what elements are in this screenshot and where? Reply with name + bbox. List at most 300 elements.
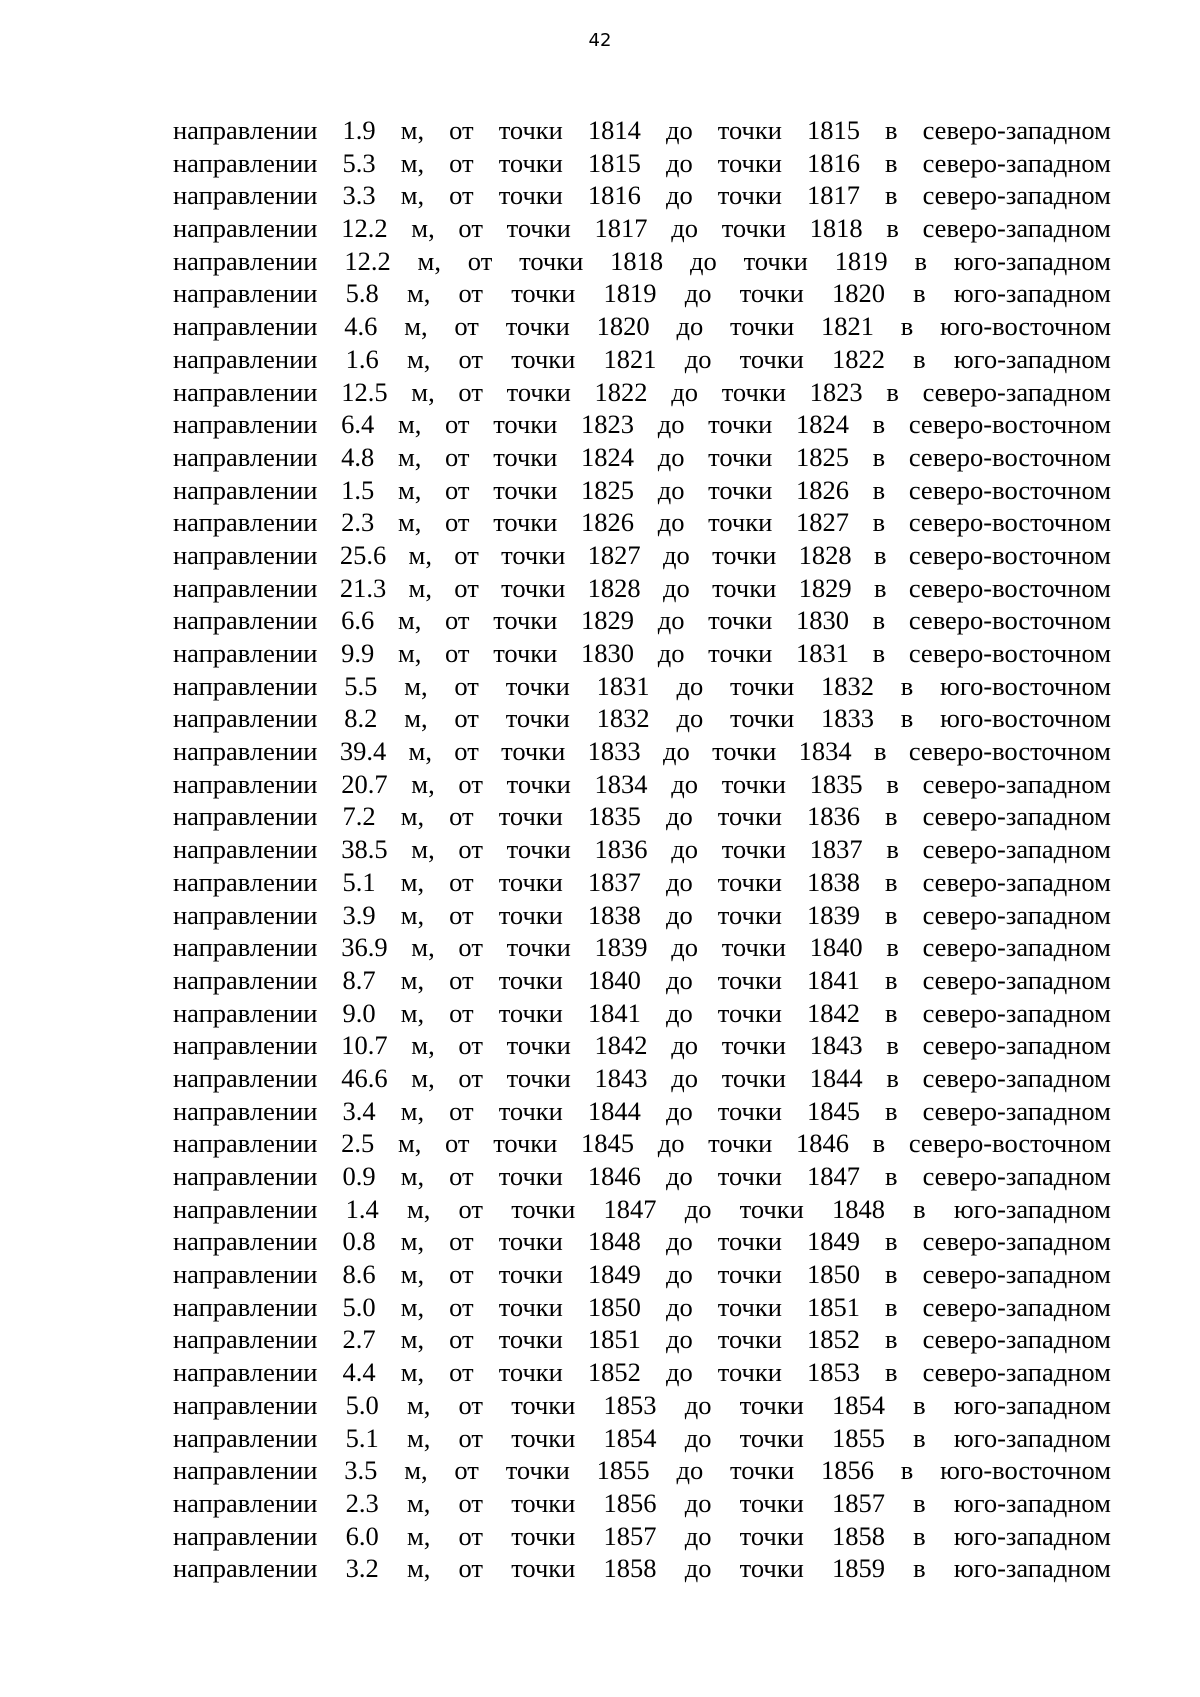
- word: м,: [397, 605, 422, 636]
- word: в: [885, 1095, 898, 1126]
- text-line: [173, 1520, 1111, 1553]
- word: до: [665, 866, 693, 897]
- word: 1851: [806, 1291, 860, 1322]
- word: 1828: [798, 539, 852, 570]
- word: 1832: [820, 670, 874, 701]
- text-line: [173, 1160, 1111, 1193]
- word: до: [665, 180, 693, 211]
- word: до: [684, 1487, 712, 1518]
- word: юго-западном: [953, 1422, 1111, 1453]
- word: северо-западном: [922, 834, 1111, 865]
- word: 6.6: [341, 605, 375, 636]
- word: в: [886, 834, 899, 865]
- word: направлении: [173, 115, 318, 145]
- word: в: [885, 801, 898, 832]
- word: 7.2: [342, 801, 376, 832]
- word: точки: [739, 1389, 804, 1420]
- word: 5.8: [345, 278, 379, 309]
- text-line: [173, 637, 1111, 670]
- word: до: [663, 736, 690, 767]
- word: м,: [417, 245, 441, 276]
- word: 1848: [587, 1226, 641, 1257]
- word: направлении: [173, 311, 318, 342]
- word: до: [676, 1455, 704, 1486]
- word: точки: [739, 1193, 804, 1224]
- word: до: [671, 768, 698, 799]
- word: 1.5: [341, 474, 375, 505]
- text-line: [173, 1487, 1111, 1520]
- word: в: [885, 899, 898, 930]
- word: м,: [400, 1324, 425, 1355]
- word: направлении: [173, 1193, 318, 1224]
- word: от: [454, 1455, 479, 1486]
- word: точки: [498, 147, 563, 178]
- word: точки: [501, 736, 566, 767]
- word: северо-западном: [922, 899, 1111, 930]
- word: 1857: [603, 1520, 657, 1551]
- word: северо-западном: [922, 1161, 1111, 1191]
- word: от: [458, 1030, 483, 1061]
- word: от: [445, 507, 470, 538]
- word: точки: [493, 441, 558, 472]
- word: 1822: [594, 376, 648, 407]
- word: до: [657, 638, 685, 668]
- word: точки: [511, 343, 576, 374]
- word: м,: [397, 441, 422, 472]
- word: точки: [498, 899, 563, 930]
- text-line: [173, 997, 1111, 1030]
- word: 3.4: [342, 1095, 376, 1126]
- word: 4.8: [341, 441, 375, 472]
- word: в: [885, 1291, 898, 1322]
- word: точки: [708, 638, 773, 668]
- word: от: [458, 278, 484, 309]
- word: направлении: [173, 1487, 318, 1518]
- word: направлении: [173, 1226, 318, 1257]
- word: до: [671, 213, 698, 244]
- word: в: [885, 1324, 898, 1355]
- word: м,: [400, 115, 425, 145]
- word: от: [458, 1193, 484, 1224]
- text-line: [173, 212, 1111, 245]
- word: северо-западном: [922, 1259, 1111, 1290]
- text-line: [173, 833, 1111, 866]
- word: м,: [400, 1161, 425, 1191]
- word: м,: [408, 539, 432, 570]
- word: направлении: [173, 1259, 318, 1290]
- word: точки: [717, 180, 782, 211]
- word: в: [885, 115, 898, 145]
- word: от: [458, 834, 483, 865]
- word: 5.5: [344, 670, 378, 701]
- word: точки: [506, 213, 571, 244]
- word: от: [449, 997, 474, 1028]
- word: юго-западном: [953, 1193, 1111, 1224]
- word: до: [657, 409, 685, 440]
- word: направлении: [173, 1128, 318, 1159]
- word: от: [458, 768, 483, 799]
- word: 1835: [587, 801, 641, 832]
- word: 1859: [831, 1553, 885, 1584]
- word: до: [684, 1520, 712, 1551]
- word: точки: [511, 1553, 576, 1584]
- word: м,: [411, 376, 435, 407]
- word: 1858: [831, 1520, 885, 1551]
- word: точки: [712, 572, 777, 603]
- word: в: [913, 343, 926, 374]
- word: 21.3: [339, 572, 387, 603]
- word: точки: [506, 834, 571, 865]
- word: точки: [739, 1553, 804, 1584]
- word: м,: [400, 997, 425, 1028]
- text-line: [173, 1552, 1111, 1585]
- word: точки: [717, 115, 782, 145]
- word: 1846: [587, 1161, 641, 1191]
- word: северо-западном: [922, 180, 1111, 211]
- word: 9.9: [341, 638, 375, 668]
- word: направлении: [173, 605, 318, 636]
- word: направлении: [173, 572, 318, 603]
- text-line: [173, 277, 1111, 310]
- word: до: [657, 474, 685, 505]
- word: м,: [411, 834, 435, 865]
- text-line: [173, 376, 1111, 409]
- word: 1838: [587, 899, 641, 930]
- word: 1824: [795, 409, 849, 440]
- word: точки: [519, 245, 584, 276]
- word: 1854: [603, 1422, 657, 1453]
- word: 12.2: [344, 245, 391, 276]
- word: от: [458, 376, 483, 407]
- word: точки: [498, 180, 563, 211]
- word: 5.1: [345, 1422, 379, 1453]
- word: 1823: [809, 376, 863, 407]
- text-line: [173, 572, 1111, 605]
- word: от: [458, 1520, 484, 1551]
- word: точки: [498, 1095, 563, 1126]
- word: направлении: [173, 278, 318, 309]
- word: в: [885, 1226, 898, 1257]
- word: м,: [397, 638, 422, 668]
- word: м,: [406, 1553, 431, 1584]
- word: в: [885, 180, 898, 211]
- page-number: 42: [588, 30, 612, 51]
- word: северо-восточном: [908, 736, 1111, 767]
- word: точки: [493, 1128, 558, 1159]
- word: 46.6: [341, 1062, 388, 1093]
- word: 1829: [581, 605, 635, 636]
- word: точки: [717, 1324, 782, 1355]
- word: северо-западном: [922, 801, 1111, 832]
- word: 2.7: [342, 1324, 376, 1355]
- word: направлении: [173, 638, 318, 668]
- word: 1816: [587, 180, 641, 211]
- word: в: [886, 768, 899, 799]
- word: направлении: [173, 932, 318, 963]
- word: точки: [505, 1455, 570, 1486]
- word: точки: [493, 409, 558, 440]
- word: 1830: [581, 638, 635, 668]
- word: точки: [498, 997, 563, 1028]
- word: направлении: [173, 539, 318, 570]
- text-line: [173, 147, 1111, 180]
- word: до: [657, 1128, 685, 1159]
- word: до: [657, 507, 685, 538]
- word: северо-западном: [922, 1030, 1111, 1061]
- word: северо-западном: [922, 1062, 1111, 1093]
- word: точки: [708, 409, 773, 440]
- text-line: [173, 931, 1111, 964]
- word: направлении: [173, 343, 318, 374]
- word: м,: [400, 964, 425, 995]
- word: направлении: [173, 507, 318, 538]
- word: 1845: [806, 1095, 860, 1126]
- word: от: [449, 1259, 474, 1290]
- word: точки: [493, 507, 558, 538]
- word: 2.3: [345, 1487, 379, 1518]
- word: юго-западном: [953, 278, 1111, 309]
- word: до: [684, 1389, 712, 1420]
- word: северо-восточном: [908, 507, 1111, 538]
- word: северо-западном: [922, 1291, 1111, 1322]
- word: 0.8: [342, 1226, 376, 1257]
- word: 1835: [809, 768, 863, 799]
- word: 1815: [587, 147, 641, 178]
- word: в: [873, 736, 887, 767]
- word: от: [458, 1422, 484, 1453]
- word: 1817: [594, 213, 648, 244]
- word: м,: [406, 1389, 431, 1420]
- word: м,: [411, 932, 435, 963]
- word: м,: [404, 311, 428, 342]
- word: 1819: [834, 245, 888, 276]
- word: 1839: [806, 899, 860, 930]
- word: юго-западном: [953, 1553, 1111, 1584]
- word: точки: [739, 1520, 804, 1551]
- word: точки: [498, 115, 563, 145]
- text-line: [173, 702, 1111, 735]
- word: юго-западном: [953, 1520, 1111, 1551]
- word: точки: [721, 932, 786, 963]
- word: направлении: [173, 899, 318, 930]
- word: направлении: [173, 866, 318, 897]
- word: 4.4: [342, 1357, 376, 1388]
- word: направлении: [173, 1030, 318, 1061]
- word: от: [458, 1487, 484, 1518]
- word: направлении: [173, 409, 318, 440]
- word: точки: [498, 801, 563, 832]
- word: точки: [739, 278, 804, 309]
- word: точки: [739, 1422, 804, 1453]
- word: от: [458, 1389, 484, 1420]
- word: точки: [717, 147, 782, 178]
- word: от: [454, 572, 479, 603]
- word: точки: [498, 866, 563, 897]
- word: от: [445, 409, 470, 440]
- word: 1840: [809, 932, 863, 963]
- word: в: [900, 311, 914, 342]
- text-line: [173, 539, 1111, 572]
- word: в: [913, 1422, 926, 1453]
- word: направлении: [173, 670, 318, 701]
- word: 1852: [587, 1357, 641, 1388]
- word: северо-западном: [922, 932, 1111, 963]
- word: точки: [498, 1291, 563, 1322]
- text-line: [173, 343, 1111, 376]
- word: северо-западном: [922, 997, 1111, 1028]
- word: 1831: [795, 638, 849, 668]
- word: м,: [406, 1193, 431, 1224]
- word: в: [886, 376, 899, 407]
- text-line: [173, 1422, 1111, 1455]
- word: направлении: [173, 1357, 318, 1388]
- word: от: [458, 1062, 483, 1093]
- word: северо-западном: [922, 1324, 1111, 1355]
- word: 1.6: [345, 343, 379, 374]
- word: до: [665, 964, 693, 995]
- word: 3.5: [344, 1455, 378, 1486]
- text-line: [173, 114, 1111, 147]
- word: точки: [712, 539, 777, 570]
- word: северо-западном: [922, 866, 1111, 897]
- word: 1834: [594, 768, 648, 799]
- word: до: [671, 1030, 698, 1061]
- word: м,: [397, 409, 422, 440]
- word: 1830: [795, 605, 849, 636]
- text-line: [173, 866, 1111, 899]
- word: северо-восточном: [908, 474, 1111, 505]
- document-body: [173, 114, 1111, 1585]
- word: 8.6: [342, 1259, 376, 1290]
- word: 1826: [581, 507, 635, 538]
- word: направлении: [173, 245, 318, 276]
- word: до: [663, 572, 690, 603]
- word: 1827: [587, 539, 641, 570]
- word: направлении: [173, 834, 318, 865]
- word: в: [872, 638, 886, 668]
- word: от: [445, 1128, 470, 1159]
- word: 1820: [596, 311, 650, 342]
- word: точки: [721, 376, 786, 407]
- word: точки: [506, 768, 571, 799]
- word: от: [445, 605, 470, 636]
- word: точки: [717, 899, 782, 930]
- word: направлении: [173, 1095, 318, 1126]
- word: 2.5: [341, 1128, 375, 1159]
- text-line: [173, 899, 1111, 932]
- word: точки: [721, 213, 786, 244]
- text-line: [173, 1258, 1111, 1291]
- word: от: [454, 703, 479, 734]
- word: 1819: [603, 278, 657, 309]
- word: точки: [717, 1095, 782, 1126]
- word: 1849: [806, 1226, 860, 1257]
- word: направлении: [173, 376, 318, 407]
- word: от: [449, 964, 474, 995]
- word: северо-западном: [922, 1226, 1111, 1257]
- word: от: [449, 1291, 474, 1322]
- word: 1816: [806, 147, 860, 178]
- word: направлении: [173, 703, 318, 734]
- word: м,: [406, 278, 431, 309]
- word: 12.2: [341, 213, 388, 244]
- word: направлении: [173, 1324, 318, 1355]
- word: м,: [400, 147, 425, 178]
- word: в: [872, 605, 886, 636]
- word: 1841: [806, 964, 860, 995]
- word: точки: [511, 278, 576, 309]
- word: северо-западном: [922, 147, 1111, 178]
- word: в: [885, 1161, 898, 1191]
- word: от: [449, 1324, 474, 1355]
- word: точки: [506, 1062, 571, 1093]
- word: точки: [501, 572, 566, 603]
- text-line: [173, 474, 1111, 507]
- word: от: [454, 736, 479, 767]
- word: 1833: [820, 703, 874, 734]
- word: точки: [717, 866, 782, 897]
- text-line: [173, 441, 1111, 474]
- word: в: [900, 670, 914, 701]
- word: юго-восточном: [940, 311, 1111, 342]
- text-line: [173, 670, 1111, 703]
- word: направлении: [173, 1553, 318, 1584]
- word: направлении: [173, 1455, 318, 1486]
- word: м,: [397, 1128, 422, 1159]
- word: до: [684, 1553, 712, 1584]
- word: м,: [400, 180, 425, 211]
- word: направлении: [173, 801, 318, 832]
- word: точки: [506, 932, 571, 963]
- word: точки: [721, 768, 786, 799]
- word: 1833: [587, 736, 641, 767]
- word: точки: [708, 441, 773, 472]
- word: 1817: [806, 180, 860, 211]
- word: м,: [400, 1259, 425, 1290]
- word: до: [671, 1062, 698, 1093]
- word: точки: [505, 311, 570, 342]
- word: от: [458, 1553, 484, 1584]
- word: точки: [498, 1226, 563, 1257]
- text-line: [173, 310, 1111, 343]
- word: м,: [406, 1487, 431, 1518]
- word: от: [449, 1095, 474, 1126]
- word: 1814: [587, 115, 641, 145]
- word: северо-западном: [922, 964, 1111, 995]
- word: 8.7: [342, 964, 376, 995]
- word: 1837: [809, 834, 863, 865]
- word: до: [657, 441, 685, 472]
- word: 5.1: [342, 866, 376, 897]
- word: в: [872, 507, 886, 538]
- word: 1825: [795, 441, 849, 472]
- word: от: [458, 213, 483, 244]
- word: до: [684, 343, 712, 374]
- word: 1853: [603, 1389, 657, 1420]
- word: 1821: [820, 311, 874, 342]
- word: точки: [717, 1161, 782, 1191]
- word: точки: [511, 1487, 576, 1518]
- word: 1844: [587, 1095, 641, 1126]
- word: в: [914, 245, 927, 276]
- word: северо-восточном: [908, 441, 1111, 472]
- word: точки: [511, 1389, 576, 1420]
- word: 1845: [581, 1128, 635, 1159]
- word: 1842: [806, 997, 860, 1028]
- word: до: [665, 115, 693, 145]
- word: 0.9: [342, 1161, 376, 1191]
- word: м,: [404, 1455, 428, 1486]
